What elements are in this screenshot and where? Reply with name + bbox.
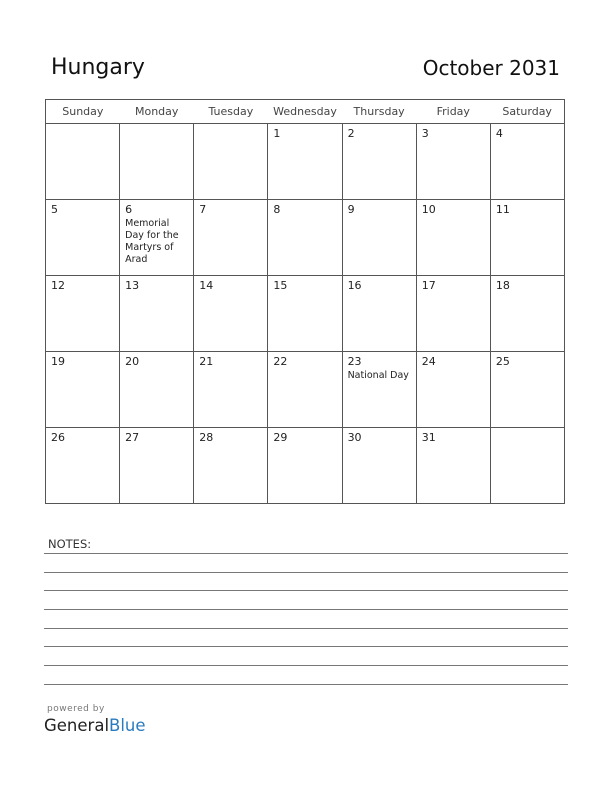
note-line xyxy=(44,665,568,666)
note-line xyxy=(44,628,568,629)
day-number: 23 xyxy=(347,355,362,368)
day-number: 31 xyxy=(421,431,436,444)
day-cell xyxy=(342,276,416,352)
day-number: 9 xyxy=(347,203,355,216)
day-cell xyxy=(194,428,268,504)
day-number: 24 xyxy=(421,355,436,368)
day-number: 26 xyxy=(51,431,65,444)
day-cell xyxy=(120,276,194,352)
brand-general-text: General xyxy=(44,716,110,735)
day-cell xyxy=(342,352,416,428)
week-row xyxy=(46,200,565,276)
day-cell xyxy=(194,124,268,200)
day-cell xyxy=(342,428,416,504)
day-number: 8 xyxy=(273,203,281,216)
day-cell xyxy=(46,276,120,352)
month-year-title: October 2031 xyxy=(422,56,560,80)
week-row xyxy=(46,428,565,504)
day-number: 1 xyxy=(273,127,281,140)
day-cell xyxy=(268,428,342,504)
day-number: 13 xyxy=(125,279,140,292)
day-number: 22 xyxy=(273,355,288,368)
note-line xyxy=(44,609,568,610)
calendar-grid xyxy=(45,99,565,504)
note-line xyxy=(44,590,568,591)
day-number: 2 xyxy=(347,127,355,140)
day-cell xyxy=(342,200,416,276)
day-number: 15 xyxy=(273,279,288,292)
day-cell xyxy=(416,276,490,352)
day-number: 18 xyxy=(495,279,510,292)
day-cell xyxy=(268,276,342,352)
day-number: 30 xyxy=(347,431,362,444)
brand-blue-text: Blue xyxy=(109,716,146,735)
day-number: 17 xyxy=(421,279,436,292)
day-cell xyxy=(416,352,490,428)
day-number: 20 xyxy=(125,355,140,368)
day-cell xyxy=(416,124,490,200)
day-number: 27 xyxy=(125,431,140,444)
day-number: 4 xyxy=(495,127,503,140)
day-number: 28 xyxy=(199,431,214,444)
note-line xyxy=(44,646,568,647)
week-row xyxy=(46,124,565,200)
week-row xyxy=(46,276,565,352)
powered-by-text: powered by xyxy=(47,704,105,714)
day-cell xyxy=(46,124,120,200)
day-number: 14 xyxy=(199,279,214,292)
holiday-label: National Day xyxy=(347,370,409,381)
day-cell xyxy=(120,200,194,276)
weekday-header: Monday xyxy=(120,100,194,124)
note-line xyxy=(44,572,568,573)
day-cell xyxy=(490,200,564,276)
brand-logo xyxy=(44,716,146,735)
day-number: 10 xyxy=(421,203,436,216)
day-cell xyxy=(194,352,268,428)
note-line xyxy=(44,553,568,554)
day-cell xyxy=(120,428,194,504)
weekday-header: Sunday xyxy=(46,100,120,124)
country-title: Hungary xyxy=(51,55,145,80)
day-cell xyxy=(490,276,564,352)
weekday-header-row xyxy=(46,100,565,124)
weekday-header: Saturday xyxy=(490,100,564,124)
notes-label: NOTES: xyxy=(48,537,92,551)
week-row xyxy=(46,352,565,428)
day-cell xyxy=(490,124,564,200)
day-number: 5 xyxy=(51,203,58,216)
day-cell xyxy=(416,200,490,276)
day-cell xyxy=(194,200,268,276)
day-number: 16 xyxy=(347,279,362,292)
day-cell xyxy=(416,428,490,504)
day-cell xyxy=(46,428,120,504)
weekday-header: Friday xyxy=(416,100,490,124)
day-cell xyxy=(120,124,194,200)
day-cell xyxy=(268,200,342,276)
weekday-header: Tuesday xyxy=(194,100,268,124)
note-line xyxy=(44,684,568,685)
day-cell xyxy=(490,352,564,428)
day-number: 19 xyxy=(51,355,65,368)
day-number: 6 xyxy=(125,203,133,216)
day-number: 21 xyxy=(199,355,214,368)
holiday-label: Memorial Day for the Martyrs of Arad xyxy=(125,218,179,265)
day-number: 7 xyxy=(199,203,207,216)
day-cell xyxy=(194,276,268,352)
day-cell xyxy=(342,124,416,200)
day-cell xyxy=(120,352,194,428)
day-cell xyxy=(46,200,120,276)
day-cell xyxy=(46,352,120,428)
day-number: 12 xyxy=(51,279,65,292)
day-number: 3 xyxy=(421,127,429,140)
day-number: 11 xyxy=(495,203,510,216)
day-number: 29 xyxy=(273,431,288,444)
weekday-header: Wednesday xyxy=(268,100,342,124)
day-cell xyxy=(490,428,564,504)
day-cell xyxy=(268,352,342,428)
day-cell xyxy=(268,124,342,200)
weekday-header: Thursday xyxy=(342,100,416,124)
day-number: 25 xyxy=(495,355,510,368)
